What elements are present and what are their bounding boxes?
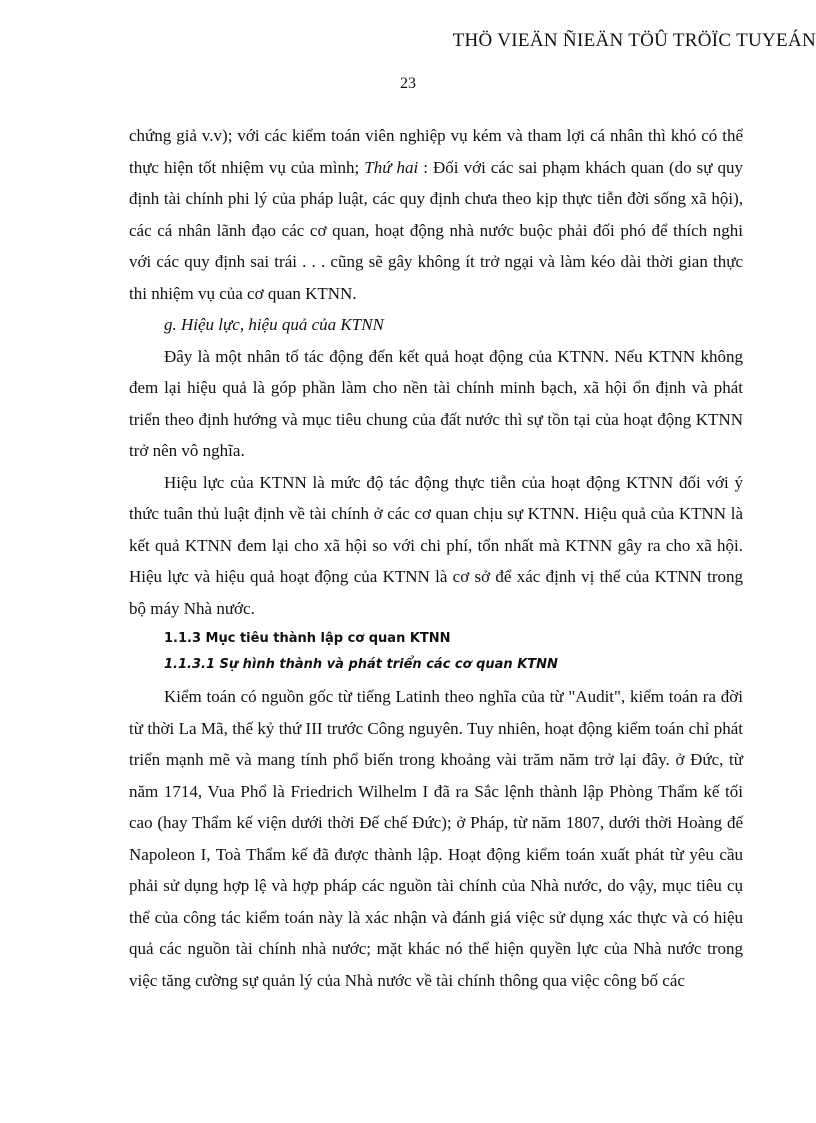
paragraph-2: Đây là một nhân tố tác động đến kết quả hoạt động của KTNN. Nếu KTNN không đem lại hiệu quả là góp phần làm cho nền tài chính minh bạch, xã hội ổn định và phát triển theo định hướng và mục tiêu chung của đất nước thì sự tồn tại của hoạt động KTNN trở nên vô nghĩa. <box>129 346 743 460</box>
running-header: THÖ VIEÄN ÑIEÄN TÖÛ TRÖÏC TUYEÁN <box>452 30 816 51</box>
paragraph-1-italic: Thứ hai <box>364 157 419 177</box>
paragraph-1-text-b: : Đối với các sai phạm khách quan (do sự quy định tài chính phi lý của pháp luật, các quy định chưa theo kịp thực tiễn đời sống xã hội), các cá nhân lãnh đạo các cơ quan, hoạt động nhà nước buộc phải đối phó để thích nghi với các quy định sai trái . . . cũng sẽ gây không ít trở ngại và làm kéo dài thời gian thực thi nhiệm vụ của cơ quan KTNN. <box>129 157 744 303</box>
paragraph-3: Hiệu lực của KTNN là mức độ tác động thực tiễn của hoạt động KTNN đối với ý thức tuân thủ luật định về tài chính ở các cơ quan chịu sự KTNN. Hiệu quả của KTNN là kết quả KTNN đem lại cho xã hội so với chi phí, tổn nhất mà KTNN gây ra cho xã hội. Hiệu lực và hiệu quả hoạt động của KTNN là cơ sở để xác định vị thế của KTNN trong bộ máy Nhà nước. <box>129 472 743 618</box>
section-heading-1-1-3-1: 1.1.3.1 Sự hình thành và phát triển các cơ quan KTNN <box>164 657 558 672</box>
paragraph-1-text-a: chứng giả v.v); với các kiểm toán viên nghiệp vụ kém và tham lợi cá nhân thì khó có thể thực hiện tốt nhiệm vụ của mình; <box>129 126 743 177</box>
section-heading-1-1-3: 1.1.3 Mục tiêu thành lập cơ quan KTNN <box>164 631 451 646</box>
paragraph-4: Kiểm toán có nguồn gốc từ tiếng Latinh theo nghĩa của từ "Audit", kiểm toán ra đời từ thời La Mã, thế kỷ thứ III trước Công nguyên. Tuy nhiên, hoạt động kiểm toán chỉ phát triển mạnh mẽ và mang tính phổ biến trong khoảng vài trăm năm trở lại đây. ở Đức, từ năm 1714, Vua Phổ là Friedrich Wilhelm I đã ra Sắc lệnh thành lập Phòng Thẩm kế tối cao (hay Thẩm kế viện dưới thời Đế chế Đức); ở Pháp, từ năm 1807, dưới thời Hoàng đế Napoleon I, Toà Thẩm kế đã được thành lập. Hoạt động kiểm toán xuất phát từ yêu cầu phải sử dụng hợp lệ và hợp pháp các nguồn tài chính của Nhà nước, do vậy, mục tiêu cụ thể của công tác kiểm toán này là xác nhận và đánh giá việc sử dụng xác thực và có hiệu quả các nguồn tài chính nhà nước; mặt khác nó thể hiện quyền lực của Nhà nước trong việc tăng cường sự quản lý của Nhà nước về tài chính thông qua việc công bố các <box>129 687 743 990</box>
subsection-heading-g: g. Hiệu lực, hiệu quả của KTNN <box>164 315 384 334</box>
paragraph-1 <box>129 120 743 309</box>
page-number: 23 <box>400 75 416 92</box>
page-body <box>129 120 743 996</box>
